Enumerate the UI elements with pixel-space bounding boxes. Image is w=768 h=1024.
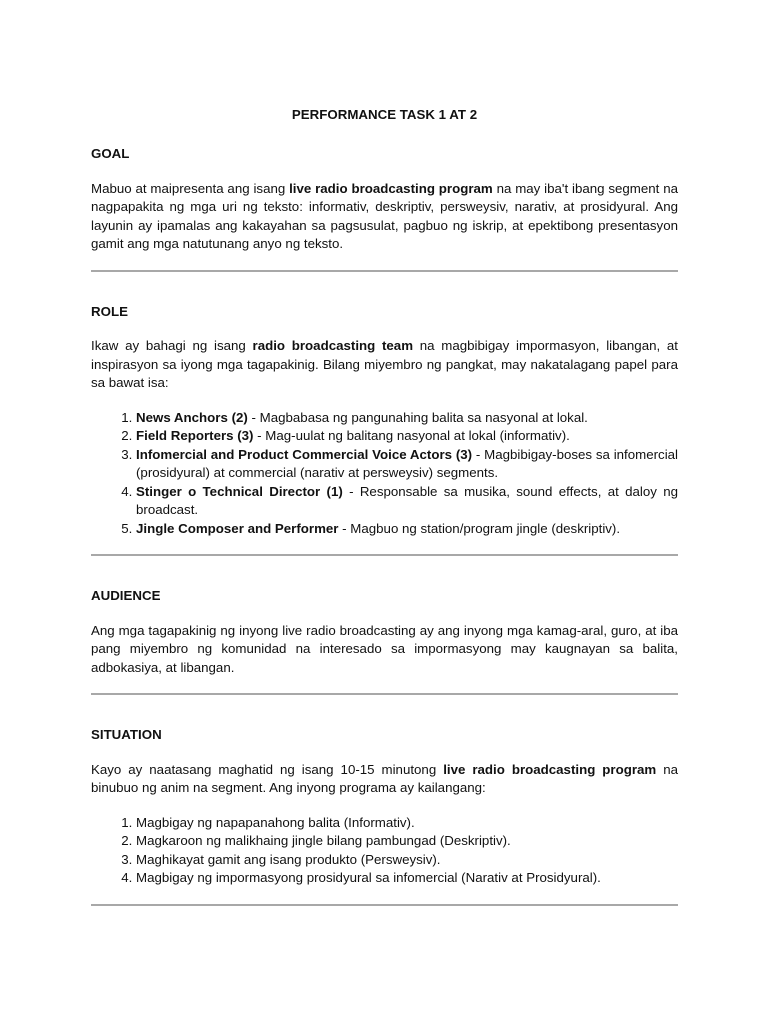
situation-text-1: Kayo ay naatasang maghatid ng isang 10-15 minutong	[91, 761, 437, 777]
audience-paragraph: Ang mga tagapakinig ng inyong live radio broadcasting ay ang inyong mga kamag-aral, guro, at iba pang miyembro ng komunidad na interesado sa impormasyong may kaugnayan sa balita, adbokasiya, at libangan.	[91, 622, 678, 675]
situation-heading: SITUATION	[91, 727, 162, 742]
role-item-text: - Responsable sa musika, sound effects, at daloy ng broadcast.	[136, 483, 678, 517]
role-list	[91, 409, 678, 539]
role-list-item	[136, 427, 678, 446]
role-heading: ROLE	[91, 303, 128, 319]
role-item-title: Jingle Composer and Performer	[136, 520, 339, 536]
role-text-2: na magbibigay impormasyon, libangan, at inspirasyon sa iyong mga tagapakinig. Bilang miyembro ng pangkat, may nakatalagang papel para sa bawat isa:	[91, 338, 678, 390]
situation-list-item: 2. Magkaroon ng malikhaing jingle bilang pambungad (Deskriptiv).	[136, 832, 678, 851]
role-item-text: - Mag-uulat ng balitang nasyonal at lokal (informativ).	[253, 428, 570, 443]
role-text-1: Ikaw ay bahagi ng isang	[91, 338, 246, 353]
situation-paragraph	[91, 761, 678, 798]
role-item-title: Field Reporters (3)	[136, 428, 254, 443]
goal-text-2: na may iba't ibang segment na nagpapakita ng mga uri ng teksto: informativ, deskriptiv, persweysiv, narativ, at prosidyural. Ang layunin ay ipamalas ang kakayahan sa pagsusulat, pagbuo ng iskrip, at epektibong presentasyon gamit ang mga natutunang anyo ng teksto.	[91, 180, 678, 251]
section-divider	[91, 904, 678, 906]
document-content	[91, 106, 678, 906]
goal-text-1: Mabuo at maipresenta ang isang	[91, 180, 286, 196]
role-text-bold: radio broadcasting team	[252, 338, 414, 353]
role-paragraph	[91, 337, 678, 393]
audience-heading: AUDIENCE	[91, 588, 161, 603]
role-list-item	[136, 409, 678, 428]
role-list-item	[136, 520, 678, 539]
situation-list-item: 4. Magbigay ng impormasyong prosidyural sa infomercial (Narativ at Prosidyural).	[136, 869, 678, 888]
role-list-item	[136, 446, 678, 483]
role-item-title: Stinger o Technical Director (1)	[136, 483, 343, 499]
situation-text-bold: live radio broadcasting program	[443, 761, 657, 777]
situation-list	[91, 814, 678, 888]
goal-paragraph	[91, 180, 678, 254]
situation-list-item: 3. Maghikayat gamit ang isang produkto (Persweysiv).	[136, 851, 678, 870]
document-title: PERFORMANCE TASK 1 AT 2	[291, 107, 478, 122]
goal-heading: GOAL	[91, 146, 130, 161]
role-list-item	[136, 483, 678, 520]
situation-list-item: 1. Magbigay ng napapanahong balita (Informativ).	[136, 814, 678, 833]
role-item-title: News Anchors (2)	[136, 409, 248, 425]
role-item-text: - Magbuo ng station/program jingle (deskriptiv).	[338, 520, 621, 536]
situation-text-2: na binubuo ng anim na segment. Ang inyong programa ay kailangang:	[91, 761, 678, 795]
role-item-text: - Magbibigay-boses sa infomercial (prosidyural) at commercial (narativ at persweysiv) segments.	[136, 446, 678, 480]
role-item-text: - Magbabasa ng pangunahing balita sa nasyonal at lokal.	[247, 409, 588, 425]
role-item-title: Infomercial and Product Commercial Voice Actors (3)	[136, 446, 473, 462]
goal-text-bold: live radio broadcasting program	[289, 180, 493, 196]
